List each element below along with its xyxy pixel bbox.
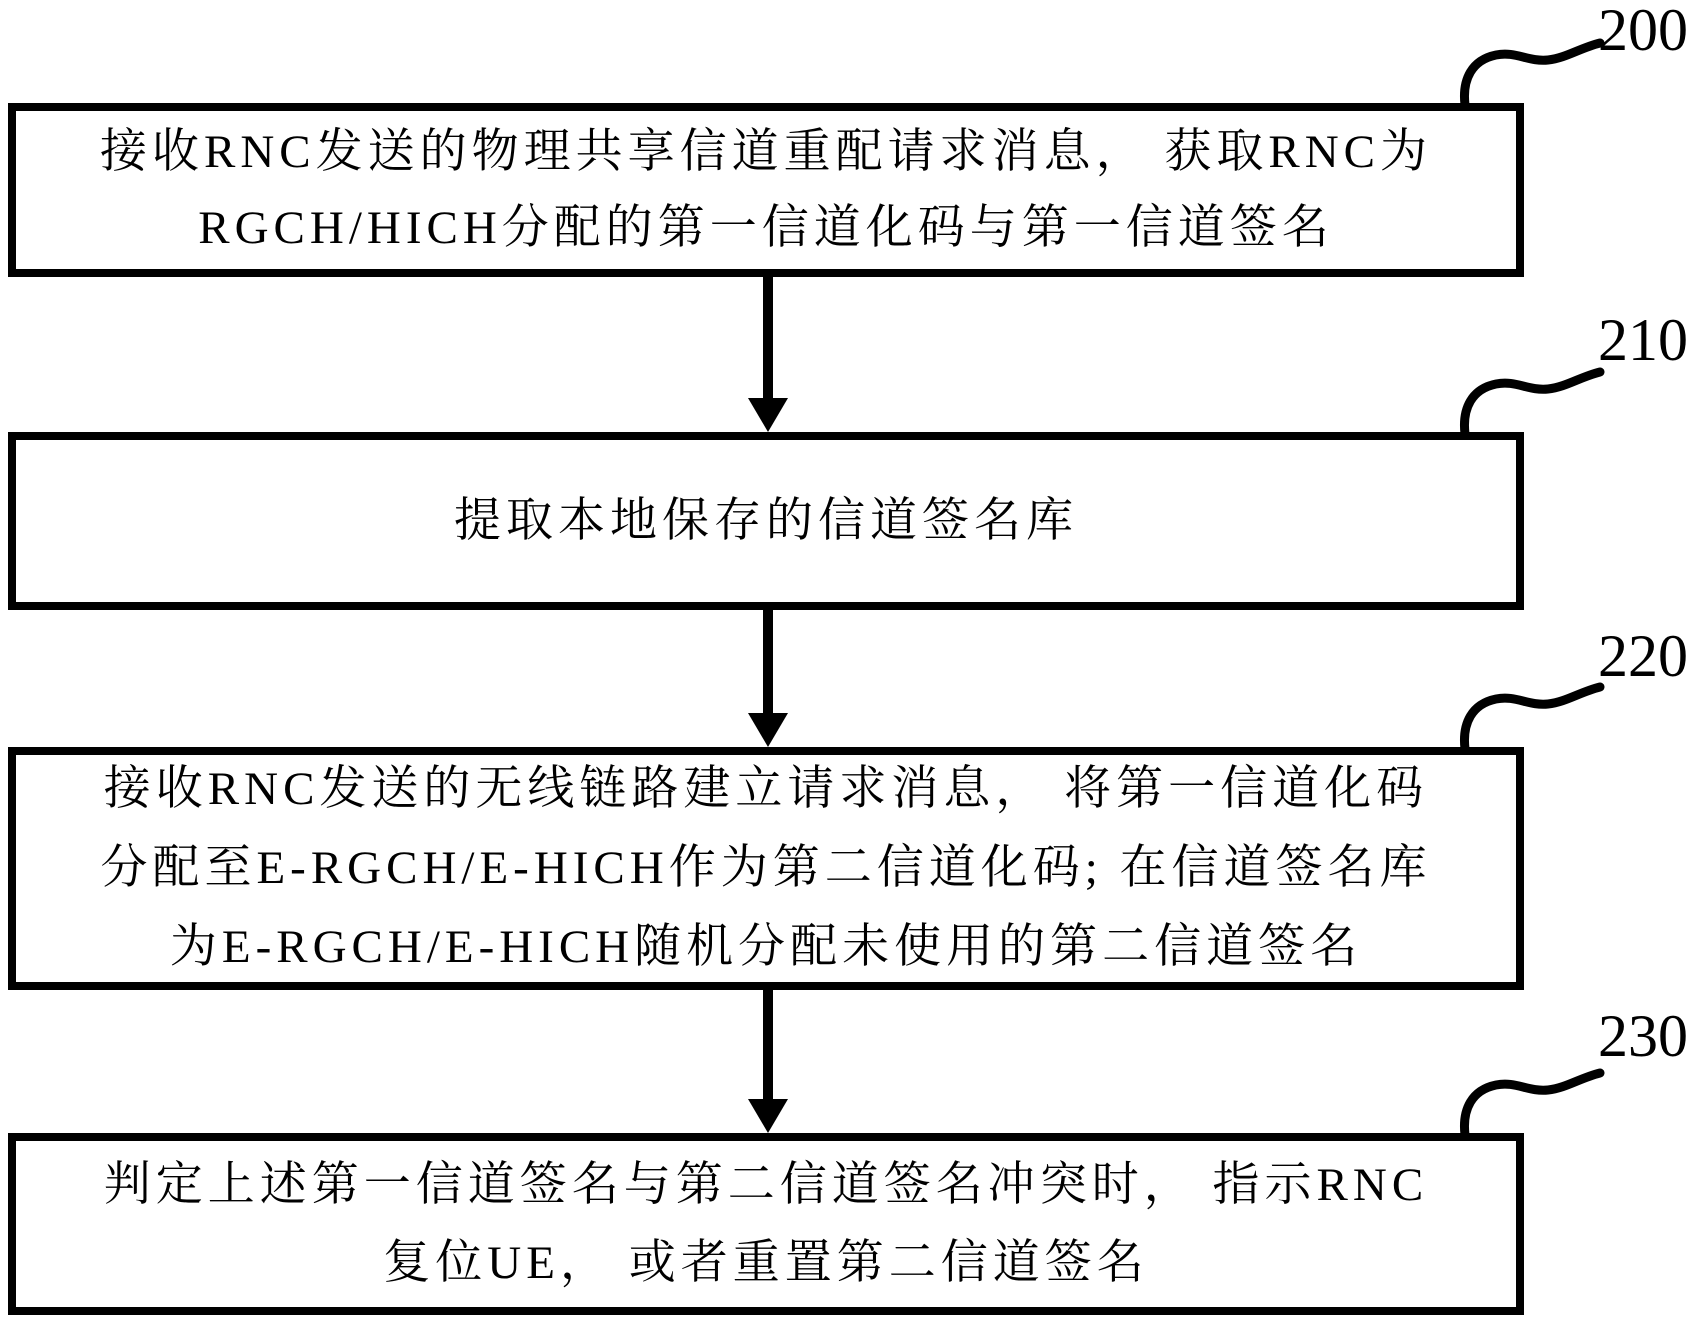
box-220-line-3: 为E-RGCH/E-HICH随机分配未使用的第二信道签名 [169, 921, 1363, 973]
step-label-210: 210 [1598, 307, 1688, 373]
arrow-shaft [763, 990, 773, 1103]
squiggle-210 [1464, 372, 1600, 434]
box-220-line-1: 接收RNC发送的无线链路建立请求消息， 将第一信道化码 [103, 763, 1429, 815]
box-220-line-2: 分配至E-RGCH/E-HICH作为第二信道化码; 在信道签名库 [100, 842, 1432, 894]
arrow-shaft [763, 277, 773, 402]
arrow-head [748, 1099, 788, 1133]
step-label-220: 220 [1598, 623, 1688, 689]
arrow-shaft [763, 610, 773, 717]
flow-box-step-220 [8, 747, 1524, 990]
flow-box-step-230 [8, 1133, 1524, 1315]
arrow-head [748, 398, 788, 432]
squiggle-220 [1464, 687, 1600, 749]
box-200-line-2: RGCH/HICH分配的第一信道化码与第一信道签名 [198, 202, 1334, 254]
box-200-line-1: 接收RNC发送的物理共享信道重配请求消息， 获取RNC为 [99, 126, 1433, 178]
arrow-head [748, 713, 788, 747]
box-210-line-1: 提取本地保存的信道签名库 [454, 495, 1078, 547]
arrow-down-icon [748, 990, 788, 1133]
flow-box-step-210 [8, 432, 1524, 610]
flow-box-step-200 [8, 103, 1524, 277]
squiggle-230 [1464, 1073, 1600, 1135]
box-230-line-2: 复位UE， 或者重置第二信道签名 [383, 1237, 1149, 1289]
arrow-down-icon [748, 610, 788, 747]
arrow-down-icon [748, 277, 788, 432]
step-label-230: 230 [1598, 1003, 1688, 1069]
box-230-line-1: 判定上述第一信道签名与第二信道签名冲突时， 指示RNC [103, 1159, 1429, 1211]
step-label-200: 200 [1598, 0, 1688, 63]
squiggle-200 [1464, 43, 1600, 105]
